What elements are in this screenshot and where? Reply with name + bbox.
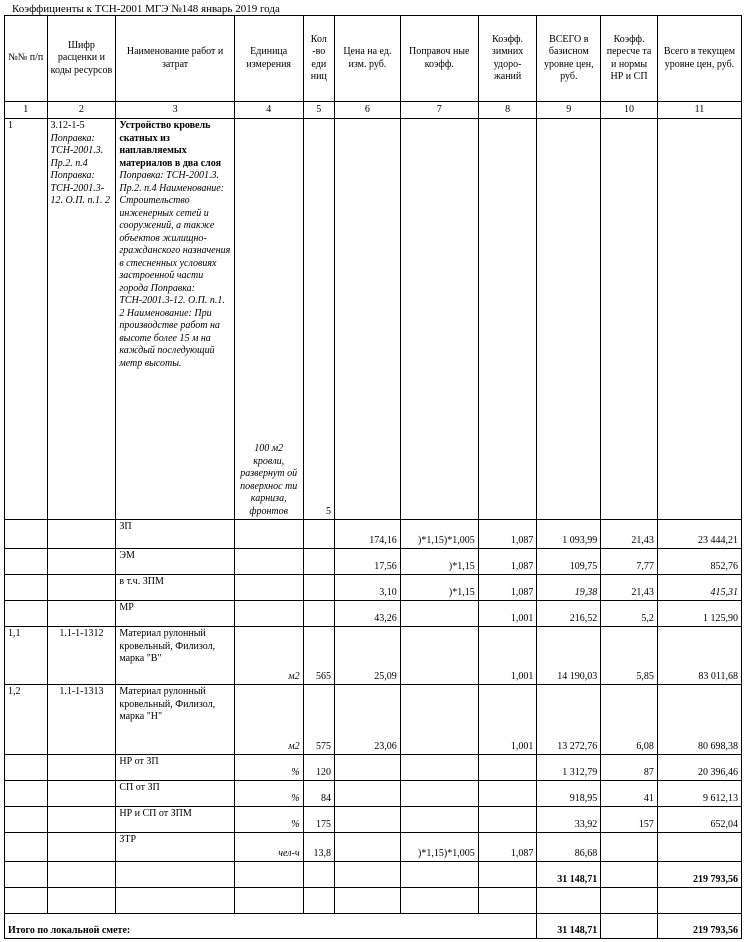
col-number: 10 — [601, 102, 658, 119]
overhead-coef: 87 — [601, 755, 658, 781]
material-code: 1.1-1-1312 — [47, 627, 116, 685]
header-unit: Единица измерения — [234, 16, 303, 102]
sub-price: 174,16 — [334, 520, 400, 549]
subtotal-total: 219 793,56 — [657, 862, 741, 888]
material-num: 1,2 — [5, 685, 48, 755]
sub-base: 19,38 — [537, 575, 601, 601]
sub-correction: )*1,15 — [400, 575, 478, 601]
sub-row-zp — [5, 520, 742, 549]
item-code: 3.12-1-5 — [50, 120, 85, 131]
material-coef: 5,85 — [601, 627, 658, 685]
material-row — [5, 627, 742, 685]
col-number: 1 — [5, 102, 48, 119]
overhead-base: 918,95 — [537, 781, 601, 807]
subtotal-row — [5, 862, 742, 888]
ztr-base: 86,68 — [537, 833, 601, 862]
overhead-name: СП от ЗП — [116, 781, 234, 807]
grand-total-current: 219 793,56 — [657, 914, 741, 939]
header-current-total: Всего в текущем уровне цен, руб. — [657, 16, 741, 102]
material-price: 25,09 — [334, 627, 400, 685]
col-number: 11 — [657, 102, 741, 119]
sub-correction: )*1,15)*1,005 — [400, 520, 478, 549]
header-base-total: ВСЕГО в базисном уровне цен, руб. — [537, 16, 601, 102]
material-winter: 1,001 — [478, 685, 537, 755]
sub-name: в т.ч. ЗПМ — [116, 575, 234, 601]
sub-name: МР — [116, 601, 234, 627]
sub-winter: 1,001 — [478, 601, 537, 627]
ztr-row — [5, 833, 742, 862]
sub-base: 216,52 — [537, 601, 601, 627]
item-name-cell — [116, 119, 234, 520]
grand-total-base: 31 148,71 — [537, 914, 601, 939]
ztr-qty: 13,8 — [303, 833, 334, 862]
material-qty: 565 — [303, 627, 334, 685]
overhead-base: 33,92 — [537, 807, 601, 833]
material-total: 83 011,68 — [657, 627, 741, 685]
overhead-qty: 84 — [303, 781, 334, 807]
sub-base: 109,75 — [537, 549, 601, 575]
col-number: 8 — [478, 102, 537, 119]
material-price: 23,06 — [334, 685, 400, 755]
estimate-table — [4, 15, 742, 939]
grand-total-label: Итого по локальной смете: — [5, 914, 537, 939]
sub-total: 23 444,21 — [657, 520, 741, 549]
overhead-coef: 157 — [601, 807, 658, 833]
overhead-unit: % — [234, 807, 303, 833]
material-num: 1,1 — [5, 627, 48, 685]
sub-price: 43,26 — [334, 601, 400, 627]
header-coef: Коэфф. пересче та и нормы НР и СП — [601, 16, 658, 102]
overhead-name: НР и СП от ЗПМ — [116, 807, 234, 833]
item-num: 1 — [5, 119, 48, 520]
sub-total: 1 125,90 — [657, 601, 741, 627]
item-name: Устройство кровель скатных из наплавляемых материалов в два слоя — [119, 120, 221, 169]
col-number: 3 — [116, 102, 234, 119]
material-winter: 1,001 — [478, 627, 537, 685]
item-qty: 5 — [303, 119, 334, 520]
subtotal-base: 31 148,71 — [537, 862, 601, 888]
col-number: 2 — [47, 102, 116, 119]
material-unit: м2 — [234, 685, 303, 755]
ztr-winter: 1,087 — [478, 833, 537, 862]
grand-total-row — [5, 914, 742, 939]
sub-row-zpm — [5, 575, 742, 601]
overhead-name: НР от ЗП — [116, 755, 234, 781]
material-name: Материал рулонный кровельный, Филизол, марка "В" — [116, 627, 234, 685]
overhead-base: 1 312,79 — [537, 755, 601, 781]
col-number: 7 — [400, 102, 478, 119]
header-code: Шифр расценки и коды ресурсов — [47, 16, 116, 102]
item-unit: 100 м2 кровли, развернут ой поверхнос ти карниза, фронтов — [234, 119, 303, 520]
col-number: 9 — [537, 102, 601, 119]
sub-row-mr — [5, 601, 742, 627]
header-winter: Коэфф. зимних удоро- жаний — [478, 16, 537, 102]
sub-coef: 7,77 — [601, 549, 658, 575]
col-number: 4 — [234, 102, 303, 119]
sub-winter: 1,087 — [478, 520, 537, 549]
material-row — [5, 685, 742, 755]
material-base: 14 190,03 — [537, 627, 601, 685]
column-numbers-row — [5, 102, 742, 119]
sub-row-em — [5, 549, 742, 575]
sub-coef: 21,43 — [601, 575, 658, 601]
overhead-total: 9 612,13 — [657, 781, 741, 807]
ztr-correction: )*1,15)*1,005 — [400, 833, 478, 862]
sub-price: 3,10 — [334, 575, 400, 601]
sub-coef: 21,43 — [601, 520, 658, 549]
header-qty: Кол -во еди ниц — [303, 16, 334, 102]
overhead-row — [5, 781, 742, 807]
ztr-name: ЗТР — [116, 833, 234, 862]
overhead-qty: 175 — [303, 807, 334, 833]
material-coef: 6,08 — [601, 685, 658, 755]
blank-row — [5, 888, 742, 914]
material-total: 80 698,38 — [657, 685, 741, 755]
overhead-unit: % — [234, 781, 303, 807]
overhead-unit: % — [234, 755, 303, 781]
sub-base: 1 093,99 — [537, 520, 601, 549]
sub-coef: 5,2 — [601, 601, 658, 627]
sub-total: 415,31 — [657, 575, 741, 601]
material-qty: 575 — [303, 685, 334, 755]
sub-correction: )*1,15 — [400, 549, 478, 575]
header-row — [5, 16, 742, 102]
sub-name: ЗП — [116, 520, 234, 549]
header-name: Наименование работ и затрат — [116, 16, 234, 102]
sub-winter: 1,087 — [478, 549, 537, 575]
material-name: Материал рулонный кровельный, Филизол, марка "Н" — [116, 685, 234, 755]
item-code-notes: Поправка: ТСН-2001.3. Пр.2. п.4 Поправка: ТСН-2001.3-12. О.П. п.1. 2 — [50, 132, 110, 206]
item-code-cell — [47, 119, 116, 520]
sub-winter: 1,087 — [478, 575, 537, 601]
material-unit: м2 — [234, 627, 303, 685]
sub-price: 17,56 — [334, 549, 400, 575]
overhead-row — [5, 755, 742, 781]
overhead-total: 652,04 — [657, 807, 741, 833]
overhead-row — [5, 807, 742, 833]
sub-total: 852,76 — [657, 549, 741, 575]
ztr-unit: чел-ч — [234, 833, 303, 862]
document-title: Коэффициенты к ТСН-2001 МГЭ №148 январь 2019 года — [12, 3, 280, 15]
overhead-total: 20 396,46 — [657, 755, 741, 781]
sub-correction — [400, 601, 478, 627]
header-correction: Поправоч ные коэфф. — [400, 16, 478, 102]
overhead-coef: 41 — [601, 781, 658, 807]
header-price: Цена на ед. изм. руб. — [334, 16, 400, 102]
header-num: №№ п/п — [5, 16, 48, 102]
material-code: 1.1-1-1313 — [47, 685, 116, 755]
col-number: 5 — [303, 102, 334, 119]
col-number: 6 — [334, 102, 400, 119]
item-name-notes: Поправка: ТСН-2001.3. Пр.2. п.4 Наименование: Строительство инженерных сетей и сооружений, а также объектов жилищно-гражданского назначения в стесненных условиях застроенной части города Поправка: ТСН-2001.3-12. О.П. п.1. 2 Наименование: При производстве работ на высоте более 15 м на каждый последующий метр высоты. — [119, 170, 231, 369]
sub-name: ЭМ — [116, 549, 234, 575]
item-row — [5, 119, 742, 520]
material-base: 13 272,76 — [537, 685, 601, 755]
overhead-qty: 120 — [303, 755, 334, 781]
